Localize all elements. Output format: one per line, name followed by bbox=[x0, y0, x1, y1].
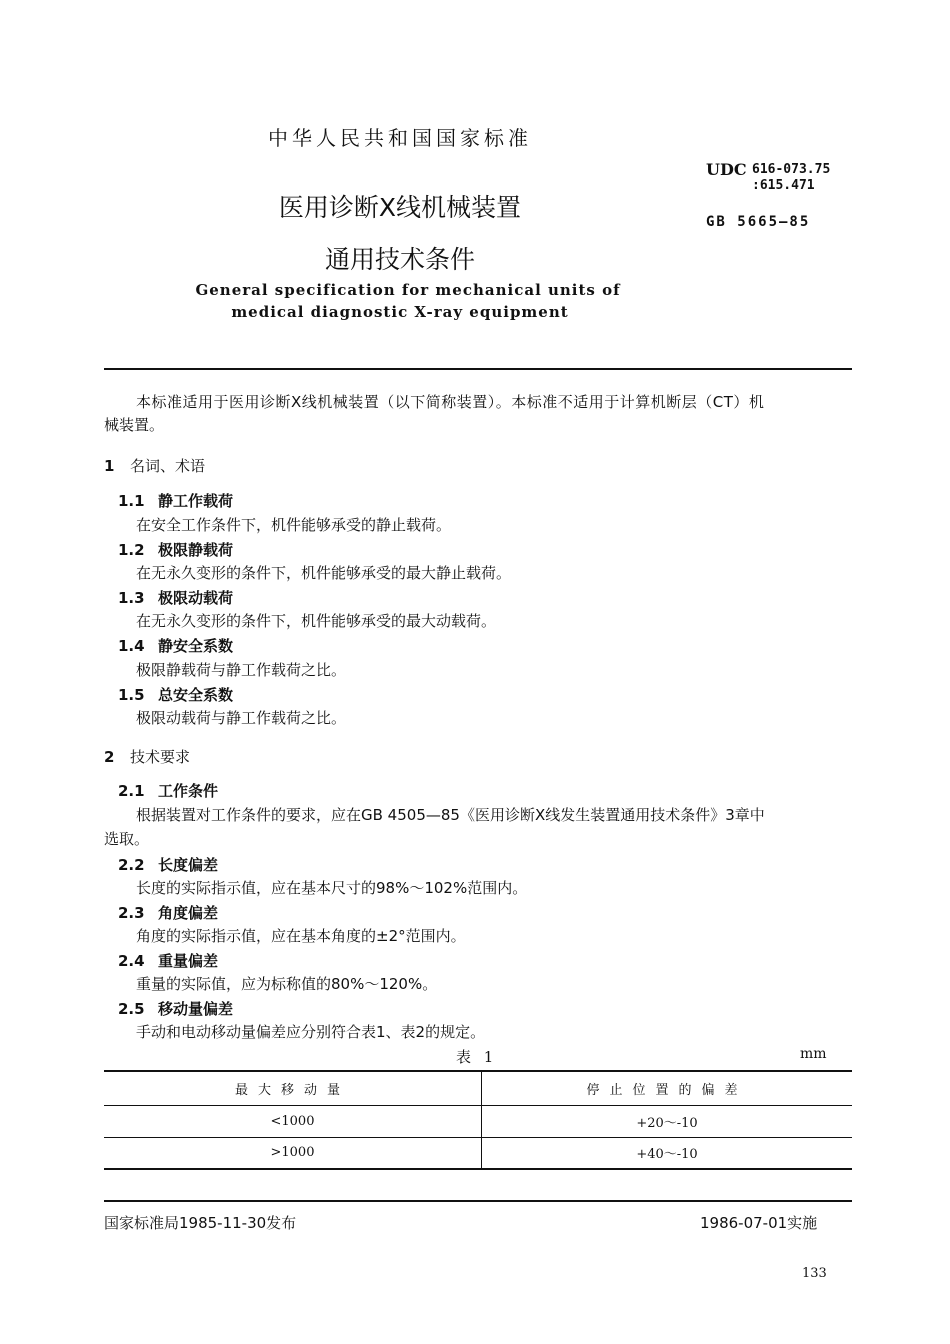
subsection-text: 长度的实际指示值，应在基本尺寸的98%～102%范围内。 bbox=[136, 879, 528, 897]
subsection-heading: 2.3 角度偏差 bbox=[118, 904, 219, 922]
issue-date: 国家标准局1985-11-30发布 bbox=[104, 1214, 297, 1232]
subsection-text: 在安全工作条件下，机件能够承受的静止载荷。 bbox=[136, 516, 452, 534]
table-cell: <1000 bbox=[104, 1105, 482, 1137]
section-heading bbox=[104, 455, 205, 476]
table-unit: mm bbox=[800, 1046, 827, 1062]
subsection-text: 根据装置对工作条件的要求，应在GB 4505—85《医用诊断X线发生装置通用技术条件》3章中 bbox=[136, 806, 765, 824]
subsection-heading: 1.5 总安全系数 bbox=[118, 686, 234, 704]
subsection-text: 手动和电动移动量偏差应分别符合表1、表2的规定。 bbox=[136, 1023, 486, 1041]
gb-standard-number: GB 5665—85 bbox=[706, 214, 811, 230]
subsection-heading: 2.2 长度偏差 bbox=[118, 856, 219, 874]
table-header-cell: 停止位置的偏差 bbox=[482, 1071, 853, 1105]
subsection-text: 极限静载荷与静工作载荷之比。 bbox=[136, 661, 347, 679]
subsection-text: 角度的实际指示值，应在基本角度的±2°范围内。 bbox=[136, 927, 466, 945]
table-title: 表 1 bbox=[456, 1048, 498, 1066]
subsection-heading: 2.5 移动量偏差 bbox=[118, 1000, 234, 1018]
intro-paragraph-line2: 械装置。 bbox=[104, 416, 165, 434]
table-row bbox=[104, 1137, 852, 1169]
subsection-text-continued: 选取。 bbox=[104, 830, 150, 848]
subsection-heading: 1.2 极限静载荷 bbox=[118, 541, 234, 559]
section-number: 1 bbox=[104, 457, 115, 475]
document-title-en-line1: General specification for mechanical units of bbox=[195, 281, 621, 299]
table-cell: +20～-10 bbox=[482, 1105, 853, 1137]
section-title: 名词、术语 bbox=[130, 457, 206, 475]
subsection-heading: 1.1 静工作载荷 bbox=[118, 492, 234, 510]
subsection-text: 在无永久变形的条件下，机件能够承受的最大动载荷。 bbox=[136, 612, 497, 630]
section-number: 2 bbox=[104, 748, 115, 766]
document-title-cn-line1: 医用诊断X线机械装置 bbox=[278, 193, 522, 222]
section-title: 技术要求 bbox=[130, 748, 191, 766]
table-cell: +40～-10 bbox=[482, 1137, 853, 1169]
intro-paragraph-line1: 本标准适用于医用诊断X线机械装置（以下简称装置）。本标准不适用于计算机断层（CT）机 bbox=[136, 393, 765, 411]
udc-code-line2: :615.471 bbox=[752, 178, 815, 193]
subsection-text: 在无永久变形的条件下，机件能够承受的最大静止载荷。 bbox=[136, 564, 512, 582]
page-number: 133 bbox=[802, 1266, 827, 1281]
table-header-row bbox=[104, 1071, 852, 1105]
document-title-en-line2: medical diagnostic X-ray equipment bbox=[231, 303, 569, 321]
national-standard-heading: 中华人民共和国国家标准 bbox=[268, 126, 532, 150]
udc-label: UDC bbox=[706, 160, 747, 179]
footer-divider bbox=[104, 1200, 852, 1202]
effective-date: 1986-07-01实施 bbox=[700, 1214, 818, 1232]
subsection-text: 重量的实际值，应为标称值的80%～120%。 bbox=[136, 975, 438, 993]
header-divider bbox=[104, 368, 852, 370]
table-cell: >1000 bbox=[104, 1137, 482, 1169]
subsection-heading: 2.1 工作条件 bbox=[118, 782, 219, 800]
udc-code-line1: 616-073.75 bbox=[752, 162, 831, 177]
subsection-heading: 1.3 极限动载荷 bbox=[118, 589, 234, 607]
deviation-table bbox=[104, 1070, 852, 1170]
table-row bbox=[104, 1105, 852, 1137]
table-header-cell: 最大移动量 bbox=[104, 1071, 482, 1105]
document-title-cn-line2: 通用技术条件 bbox=[324, 245, 475, 274]
subsection-heading: 1.4 静安全系数 bbox=[118, 637, 234, 655]
section-heading bbox=[104, 746, 190, 767]
subsection-text: 极限动载荷与静工作载荷之比。 bbox=[136, 709, 347, 727]
subsection-heading: 2.4 重量偏差 bbox=[118, 952, 219, 970]
